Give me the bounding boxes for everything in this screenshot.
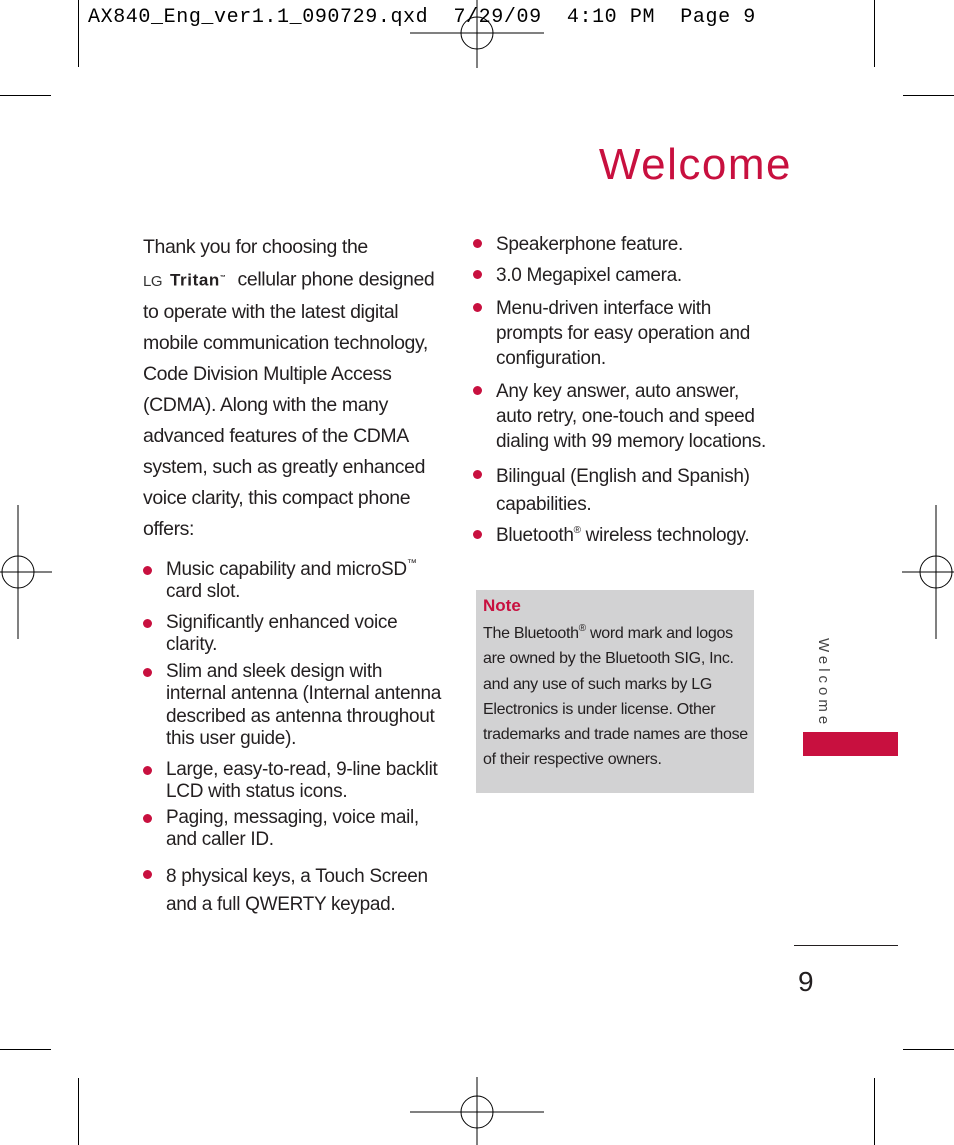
trademark-mark: ™ [406, 558, 417, 570]
note-title: Note [483, 596, 521, 615]
note-text-rest: word mark and logos are owned by the Bluetooth SIG, Inc. and any use of such marks by LG Electronics is under license. Other trademarks and trade names are those of their respective owners. [483, 625, 748, 769]
bullet-icon [143, 814, 152, 823]
crop-mark [78, 0, 79, 67]
logo-trademark: ™ [219, 275, 227, 281]
bullet-icon [473, 530, 482, 539]
section-tab-marker [803, 732, 898, 756]
bullet-icon [143, 619, 152, 628]
list-item-text: Menu-driven interface with prompts for easy operation and configuration. [496, 298, 750, 369]
list-item [143, 807, 443, 852]
bullet-icon [143, 870, 152, 879]
registration-mark-icon [410, 1077, 544, 1145]
logo-product-name [170, 263, 227, 296]
list-item-text: Paging, messaging, voice mail, and caller ID. [166, 806, 419, 851]
crop-mark [0, 1049, 51, 1050]
crop-mark [903, 1049, 954, 1050]
bullet-icon [143, 766, 152, 775]
list-item-text: Slim and sleek design with internal antenna (Internal antenna described as antenna throughout this user guide). [166, 660, 442, 750]
registration-mark-icon [0, 505, 52, 639]
list-item [473, 379, 773, 454]
list-item [143, 863, 443, 919]
note-text-start: The Bluetooth [483, 625, 579, 642]
page-title: Welcome [598, 140, 792, 189]
crop-mark [0, 95, 51, 96]
intro-text-rest: cellular phone designed to operate with the latest digital mobile communication technology, Code Division Multiple Access (CDMA). Along with the many advanced features of the CDMA system, such as greatly enhanced voice clarity, this compact phone offers: [143, 268, 435, 540]
logo-name-text: Tritan [170, 270, 220, 290]
list-item [473, 296, 773, 371]
bullet-icon [143, 668, 152, 677]
list-item-text: Any key answer, auto answer, auto retry, one-touch and speed dialing with 99 memory locations. [496, 381, 766, 452]
bullet-icon [473, 270, 482, 279]
list-item-text-tail: card slot. [166, 581, 241, 603]
registered-mark: ® [578, 622, 586, 634]
crop-mark [903, 95, 954, 96]
note-box [476, 590, 754, 793]
lg-tritan-logo [143, 263, 227, 297]
crop-mark [78, 1078, 79, 1145]
list-item-text: Bilingual (English and Spanish) capabilities. [496, 466, 750, 515]
list-item-text: Large, easy-to-read, 9-line backlit LCD with status icons. [166, 758, 438, 803]
left-column [143, 232, 443, 927]
print-slug-line: AX840_Eng_ver1.1_090729.qxd 7/29/09 4:10 PM Page 9 [88, 6, 756, 29]
page-number: 9 [798, 966, 814, 997]
bullet-icon [473, 470, 482, 479]
crop-mark [874, 0, 875, 67]
registration-mark-icon [902, 505, 954, 639]
list-item [473, 523, 773, 548]
bullet-icon [473, 239, 482, 248]
section-tab-label: Welcome [815, 638, 832, 729]
list-item-text: 3.0 Megapixel camera. [496, 265, 682, 286]
list-item-text: Bluetooth [496, 525, 574, 546]
crop-mark [874, 1078, 875, 1145]
list-item [473, 232, 773, 257]
list-item-text: Music capability and microSD [166, 558, 407, 580]
list-item [473, 463, 773, 519]
list-item [143, 612, 443, 657]
bullet-icon [473, 303, 482, 312]
list-item-text-tail: wireless technology. [585, 525, 750, 546]
bullet-icon [143, 566, 152, 575]
list-item [143, 661, 443, 751]
intro-paragraph [143, 232, 443, 545]
note-body [483, 621, 754, 773]
list-item [143, 759, 443, 804]
feature-list-right [473, 232, 773, 548]
feature-list-left [143, 559, 443, 919]
logo-lg-text: LG [143, 272, 163, 290]
registration-mark-icon [410, 0, 544, 68]
bullet-icon [473, 386, 482, 395]
intro-text-start: Thank you for choosing the [143, 236, 368, 258]
list-item-text: 8 physical keys, a Touch Screen and a full QWERTY keypad. [166, 865, 428, 915]
list-item [143, 559, 443, 604]
page-number-rule [794, 945, 898, 946]
registered-mark: ® [573, 524, 581, 536]
list-item [473, 263, 773, 288]
list-item-text: Speakerphone feature. [496, 234, 684, 255]
list-item-text: Significantly enhanced voice clarity. [166, 611, 398, 656]
right-column [473, 232, 773, 556]
